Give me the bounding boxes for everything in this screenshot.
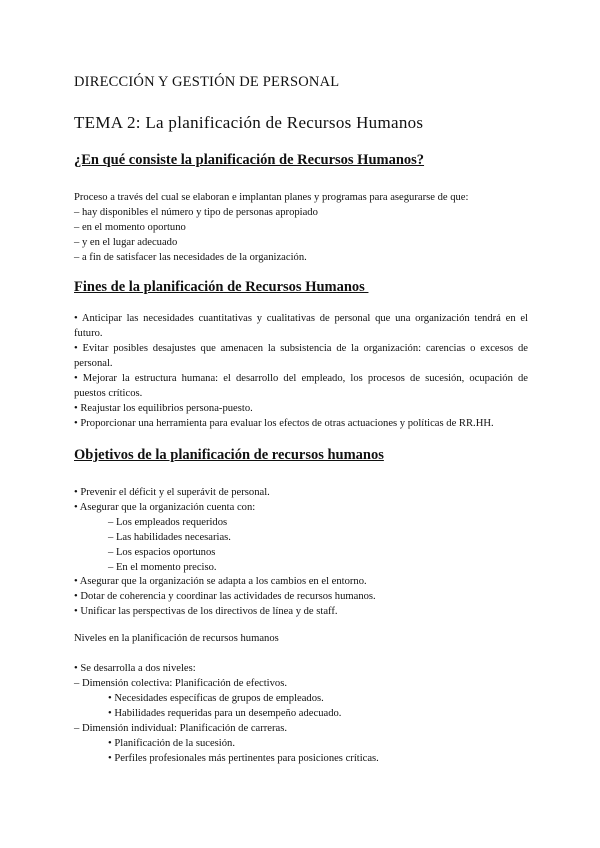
list-item: • Asegurar que la organización se adapta a los cambios en el entorno. (74, 576, 367, 587)
sub-list-item: • Planificación de la sucesión. (108, 738, 235, 749)
list-item: • Proporcionar una herramienta para evaluar los efectos de otras actuaciones y políticas de RR.HH. (74, 418, 494, 429)
section1-intro: Proceso a través del cual se elaboran e implantan planes y programas para asegurarse de que: (74, 192, 469, 203)
section-heading-consiste: ¿En qué consiste la planificación de Recursos Humanos? (74, 152, 425, 168)
sub-list-item: • Necesidades específicas de grupos de empleados. (108, 693, 324, 704)
sub-list-item: – En el momento preciso. (108, 562, 217, 573)
sub-list-item: • Perfiles profesionales más pertinentes para posiciones críticas. (108, 753, 379, 764)
tema-title: TEMA 2: La planificación de Recursos Humanos (74, 113, 424, 132)
list-item: • Mejorar la estructura humana: el desarrollo del empleado, los procesos de sucesión, ocupación de puestos críticos. (74, 373, 528, 399)
sub-list-item: – Los empleados requeridos (108, 517, 228, 528)
list-item: • Asegurar que la organización cuenta con: (74, 502, 256, 513)
list-item: • Evitar posibles desajustes que amenacen la subsistencia de la organización: carencias o excesos de personal. (74, 343, 528, 369)
list-item: – en el momento oportuno (74, 222, 186, 233)
list-item: • Se desarrolla a dos niveles: (74, 663, 196, 674)
document-title: DIRECCIÓN Y GESTIÓN DE PERSONAL (74, 74, 340, 90)
section-heading-niveles: Niveles en la planificación de recursos humanos (74, 633, 279, 644)
list-item: • Dotar de coherencia y coordinar las actividades de recursos humanos. (74, 591, 376, 602)
list-item: • Anticipar las necesidades cuantitativas y cualitativas de personal que una organización tendrá en el futuro. (74, 313, 528, 339)
list-item: • Prevenir el déficit y el superávit de personal. (74, 487, 270, 498)
list-item: • Reajustar los equilibrios persona-puesto. (74, 403, 253, 414)
list-item: – Dimensión colectiva: Planificación de efectivos. (74, 678, 287, 689)
list-item: – a fin de satisfacer las necesidades de la organización. (74, 252, 307, 263)
list-item: – y en el lugar adecuado (74, 237, 178, 248)
sub-list-item: – Las habilidades necesarias. (108, 532, 231, 543)
list-item: • Unificar las perspectivas de los directivos de línea y de staff. (74, 606, 338, 617)
sub-list-item: • Habilidades requeridas para un desempeño adecuado. (108, 708, 342, 719)
section-heading-fines: Fines de la planificación de Recursos Humanos (74, 279, 369, 295)
sub-list-item: – Los espacios oportunos (108, 547, 216, 558)
section-heading-objetivos: Objetivos de la planificación de recursos humanos (74, 447, 384, 463)
list-item: – Dimensión individual: Planificación de carreras. (74, 723, 287, 734)
list-item: – hay disponibles el número y tipo de personas apropiado (74, 207, 318, 218)
